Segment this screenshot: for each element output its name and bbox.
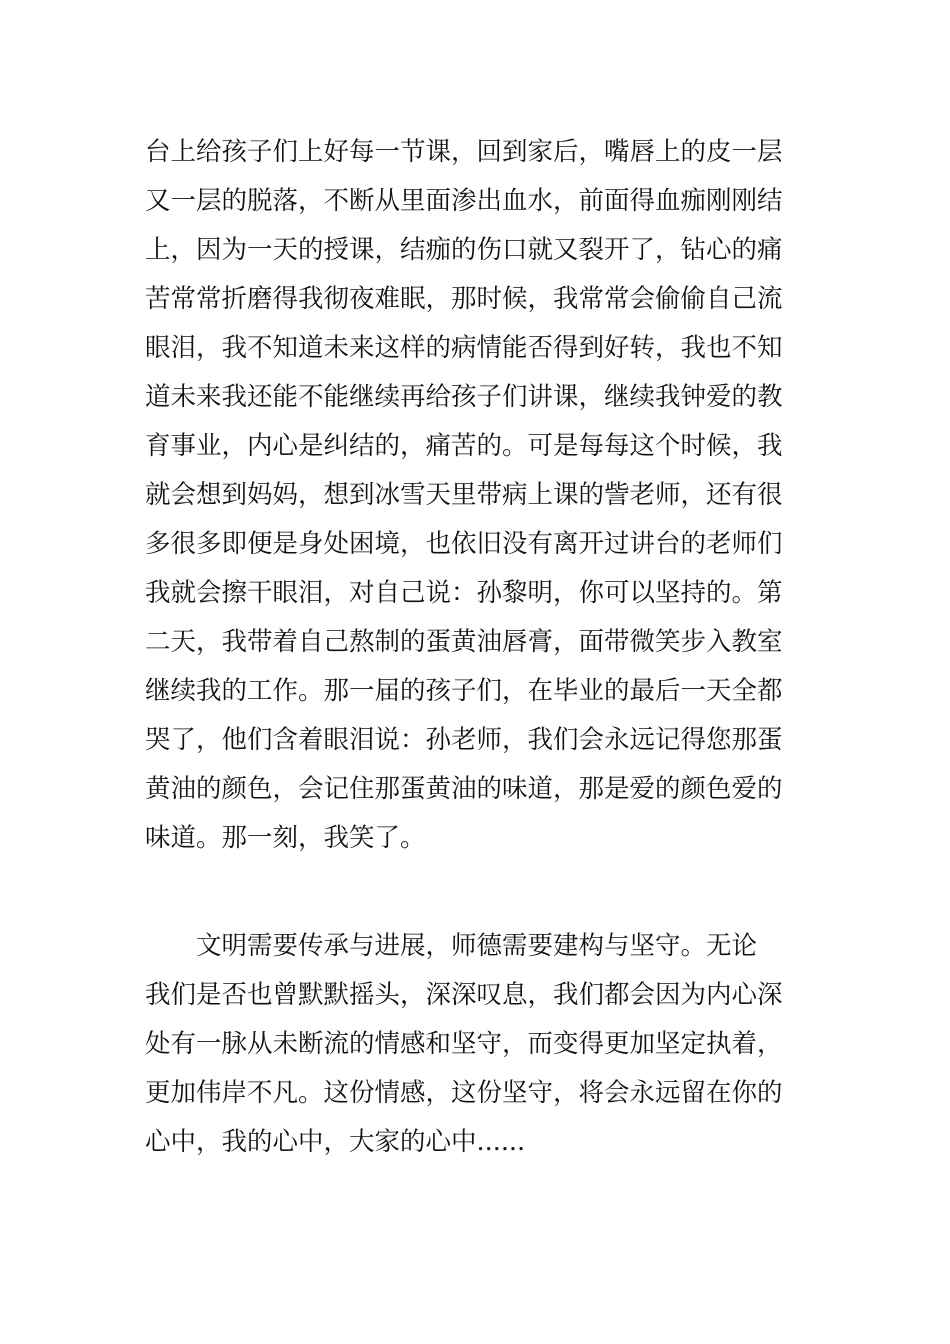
text-line: 就会想到妈妈，想到冰雪天里带病上课的訾老师，还有很 [145,480,783,510]
text-line: 文明需要传承与进展，师德需要建构与坚守。无论 [145,931,758,961]
text-line: 我们是否也曾默默摇头，深深叹息，我们都会因为内心深 [145,980,783,1010]
text-line: 黄油的颜色，会记住那蛋黄油的味道，那是爱的颜色爱的 [145,774,783,804]
paragraph-conclusion [145,922,810,1167]
paragraph-story [145,128,810,863]
text-line: 眼泪，我不知道未来这样的病情能否得到好转，我也不知 [145,333,783,363]
text-line: 处有一脉从未断流的情感和坚守，而变得更加坚定执着， [145,1029,783,1059]
text-line: 道未来我还能不能继续再给孩子们讲课，继续我钟爱的教 [145,382,783,412]
text-line: 台上给孩子们上好每一节课，回到家后，嘴唇上的皮一层 [145,137,783,167]
text-line: 更加伟岸不凡。这份情感，这份坚守，将会永远留在你的 [145,1078,783,1108]
text-line: 心中，我的心中，大家的心中...... [145,1127,526,1157]
text-line: 育事业，内心是纠结的，痛苦的。可是每每这个时候，我 [145,431,783,461]
text-line: 苦常常折磨得我彻夜难眠，那时候，我常常会偷偷自己流 [145,284,783,314]
text-line: 二天，我带着自己熬制的蛋黄油唇膏，面带微笑步入教室 [145,627,783,657]
text-line: 继续我的工作。那一届的孩子们，在毕业的最后一天全都 [145,676,783,706]
text-line: 多很多即便是身处困境，也依旧没有离开过讲台的老师们 [145,529,783,559]
text-line: 味道。那一刻，我笑了。 [145,823,426,853]
text-line: 又一层的脱落，不断从里面渗出血水，前面得血痂刚刚结 [145,186,783,216]
text-line: 上，因为一天的授课，结痂的伤口就又裂开了，钻心的痛 [145,235,783,265]
text-line: 我就会擦干眼泪，对自己说：孙黎明，你可以坚持的。第 [145,578,783,608]
text-line: 哭了，他们含着眼泪说：孙老师，我们会永远记得您那蛋 [145,725,783,755]
